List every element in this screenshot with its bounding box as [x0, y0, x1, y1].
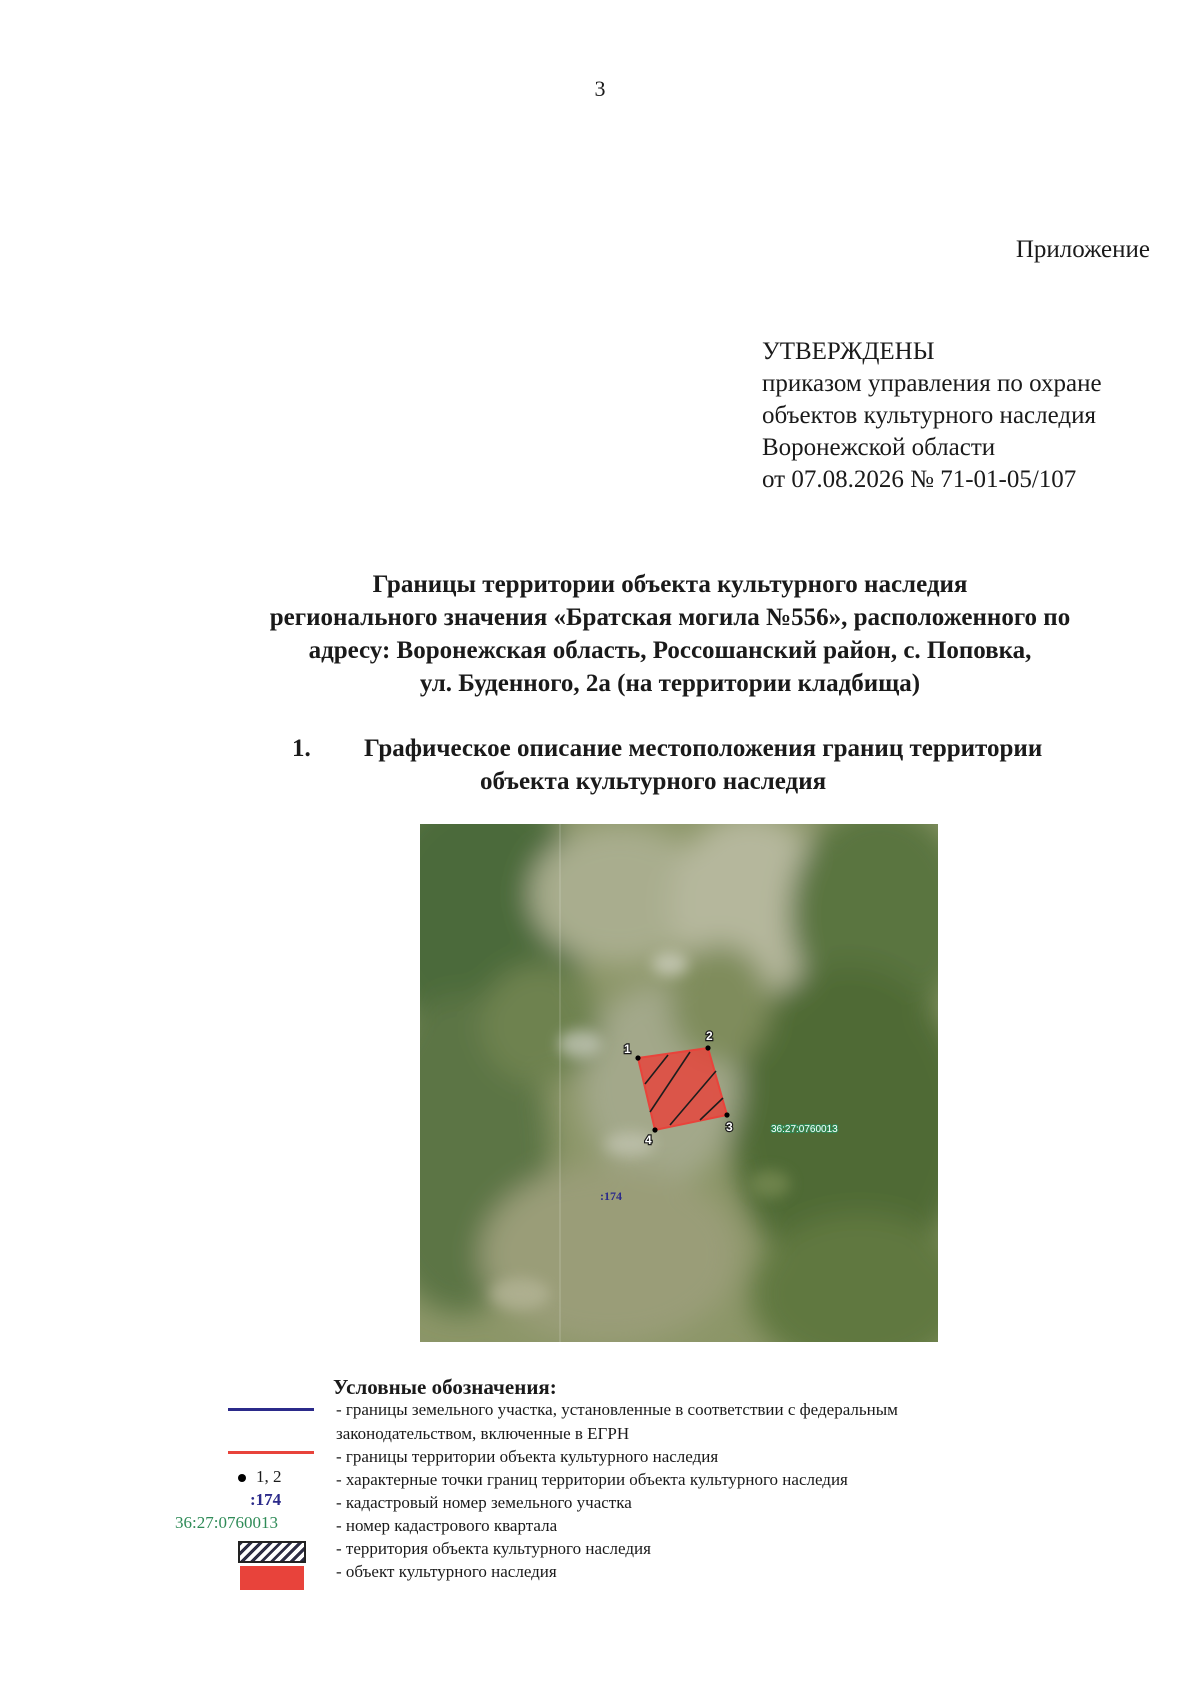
legend-parcel-number-symbol: :174: [250, 1490, 282, 1509]
section-title-line: Графическое описание местоположения границ территории: [364, 735, 1043, 762]
parcel-label: :174: [600, 1189, 622, 1203]
title-line: адресу: Воронежская область, Россошанский район, с. Поповка,: [308, 637, 1032, 664]
legend-points-symbol: [238, 1467, 282, 1487]
approval-line: Воронежской области: [762, 434, 996, 461]
legend-text: - номер кадастрового квартала: [336, 1516, 558, 1535]
boundary-point: [705, 1045, 710, 1050]
boundary-point: [652, 1127, 657, 1132]
point-label: 3: [726, 1120, 733, 1134]
point-label: 2: [706, 1029, 713, 1043]
legend-text: - кадастровый номер земельного участка: [336, 1493, 632, 1512]
point-label: 1: [624, 1042, 631, 1056]
legend-hatch-swatch: [238, 1541, 306, 1563]
legend-quarter-number-symbol: 36:27:0760013: [175, 1513, 278, 1532]
approval-line: от 07.08.2026 № 71-01-05/107: [762, 466, 1077, 493]
legend-text: - границы территории объекта культурного наследия: [336, 1447, 719, 1466]
section-title-line: объекта культурного наследия: [480, 768, 827, 795]
boundary-point: [724, 1112, 729, 1117]
legend-symbol-text: 1, 2: [256, 1467, 282, 1486]
legend-text: - объект культурного наследия: [336, 1562, 557, 1581]
document-title: [100, 568, 1200, 700]
quarter-label: 36:27:0760013: [771, 1124, 838, 1135]
title-line: Границы территории объекта культурного наследия: [372, 571, 968, 598]
title-line: ул. Буденного, 2а (на территории кладбища): [419, 670, 921, 697]
legend-text: - характерные точки границ территории объекта культурного наследия: [336, 1470, 848, 1489]
boundary-point: [635, 1055, 640, 1060]
approval-line: объектов культурного наследия: [762, 402, 1096, 429]
legend-territory-boundary-line: [228, 1451, 314, 1454]
point-dot-icon: [238, 1474, 246, 1482]
section-number: 1.: [292, 735, 311, 762]
satellite-map: [420, 824, 938, 1342]
title-line: регионального значения «Братская могила №556», расположенного по: [269, 604, 1071, 631]
legend-red-swatch: [240, 1566, 304, 1590]
point-label: 4: [645, 1133, 652, 1147]
legend-parcel-boundary-line: [228, 1408, 314, 1411]
legend-text: законодательством, включенные в ЕГРН: [336, 1424, 630, 1443]
approval-heading: УТВЕРЖДЕНЫ: [762, 338, 935, 365]
appendix-label: Приложение: [1015, 236, 1150, 263]
approval-line: приказом управления по охране: [762, 370, 1102, 397]
legend-title: Условные обозначения:: [333, 1375, 557, 1399]
approval-block: [762, 336, 1102, 496]
legend-text: - территория объекта культурного наследия: [336, 1539, 651, 1558]
page-number: 3: [594, 76, 606, 101]
legend-text: - границы земельного участка, установленные в соответствии с федеральным: [336, 1400, 898, 1419]
